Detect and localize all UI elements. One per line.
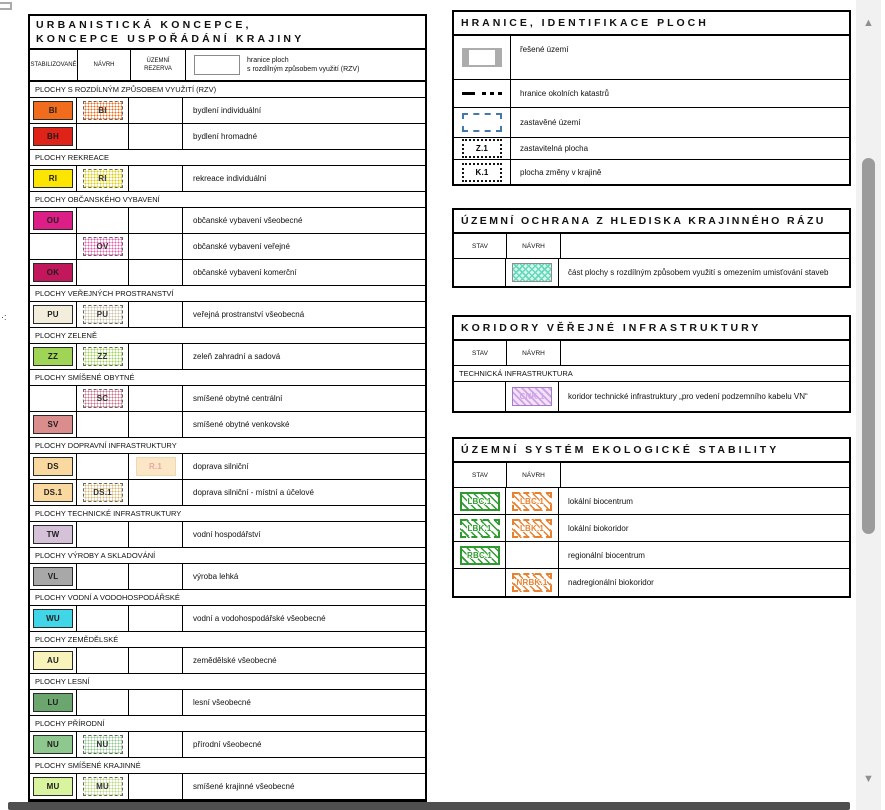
column-header-stav: STAV — [454, 463, 507, 487]
stav-cell — [454, 488, 506, 514]
row-label: přírodní všeobecné — [193, 740, 262, 750]
navrh-cell — [77, 522, 129, 547]
legend-row — [454, 80, 849, 108]
navrh-cell — [77, 208, 129, 233]
rezerva-cell — [129, 774, 183, 799]
urbanisticka-koncepce-legend — [28, 14, 427, 802]
edge-mark: ·: — [1, 312, 7, 322]
section-label: PLOCHY REKREACE — [35, 153, 110, 163]
legend-row — [30, 774, 425, 800]
row-label: lokální biocentrum — [568, 496, 633, 506]
legend-row — [30, 480, 425, 506]
stabilizovane-cell — [30, 454, 77, 479]
row-label: smíšené obytné centrální — [193, 394, 283, 404]
navrh-cell — [77, 412, 129, 437]
hranice-box-title: HRANICE, IDENTIFIKACE PLOCH — [454, 12, 849, 36]
symbol-cell — [454, 80, 511, 107]
row-label: řešené území — [520, 45, 569, 54]
navrh-cell — [77, 648, 129, 673]
stabilizovane-swatch: SV — [33, 415, 73, 434]
row-label: zastavěné území — [520, 118, 581, 127]
section-label: PLOCHY ZELENĚ — [35, 331, 97, 341]
navrh-cell — [77, 386, 129, 411]
legend-symbol — [462, 48, 502, 67]
uses-box-header — [454, 463, 849, 488]
stabilizovane-swatch: OU — [33, 211, 73, 230]
row-label: bydlení individuální — [193, 106, 262, 116]
left-panel-title-line1: URBANISTICKÁ KONCEPCE, — [36, 19, 252, 31]
stav-swatch: RBC.1 — [460, 546, 500, 565]
stav-cell — [454, 515, 506, 541]
row-label: zastavitelná plocha — [520, 144, 589, 153]
stabilizovane-cell — [30, 774, 77, 799]
navrh-cell — [506, 382, 559, 411]
rzv-boundary-note: hranice ploch s rozdílným způsobem využití (RZV) — [186, 50, 425, 80]
rezerva-cell — [129, 302, 183, 327]
rezerva-cell — [129, 522, 183, 547]
stav-cell — [454, 259, 506, 286]
row-label: občanské vybavení veřejné — [193, 242, 290, 252]
left-panel-title-line2: KONCEPCE USPOŘÁDÁNÍ KRAJINY — [36, 32, 305, 45]
stabilizovane-cell — [30, 522, 77, 547]
navrh-cell — [77, 344, 129, 369]
rezerva-cell — [129, 412, 183, 437]
navrh-swatch: DS.1 — [83, 483, 123, 502]
stabilizovane-cell — [30, 302, 77, 327]
legend-row — [454, 160, 849, 184]
legend-row — [30, 344, 425, 370]
legend-row — [30, 412, 425, 438]
navrh-cell — [77, 124, 129, 149]
rezerva-cell — [129, 124, 183, 149]
section-label: PLOCHY VODNÍ A VODOHOSPODÁŘSKÉ — [35, 593, 180, 603]
navrh-swatch: LBC.1 — [512, 492, 552, 511]
stabilizovane-swatch: AU — [33, 651, 73, 670]
legend-row — [30, 260, 425, 286]
navrh-swatch: MU — [83, 777, 123, 796]
row-label: bydlení hromadné — [193, 132, 258, 142]
hranice-box-rows — [454, 36, 849, 184]
legend-row — [454, 36, 849, 80]
section-label: PLOCHY S ROZDÍLNÝM ZPŮSOBEM VYUŽITÍ (RZV) — [35, 85, 217, 95]
row-label: lokální biokoridor — [568, 523, 629, 533]
stabilizovane-swatch: BH — [33, 127, 73, 146]
legend-row — [30, 438, 425, 454]
row-label: rekreace individuální — [193, 174, 267, 184]
navrh-swatch: BI — [83, 101, 123, 120]
navrh-cell — [77, 732, 129, 757]
column-header-navrh: NÁVRH — [507, 463, 561, 487]
rezerva-cell — [129, 386, 183, 411]
navrh-swatch — [512, 263, 552, 282]
legend-row — [30, 98, 425, 124]
scroll-down-icon[interactable]: ▼ — [863, 772, 874, 785]
navrh-cell — [77, 166, 129, 191]
section-label: PLOCHY VEŘEJNÝCH PROSTRANSTVÍ — [35, 289, 174, 299]
stabilizovane-cell — [30, 260, 77, 285]
legend-row — [30, 208, 425, 234]
legend-row — [30, 150, 425, 166]
legend-row — [454, 108, 849, 138]
row-label: vodní hospodářství — [193, 530, 261, 540]
legend-row — [454, 542, 849, 569]
symbol-cell — [454, 108, 511, 137]
navrh-cell — [77, 690, 129, 715]
navrh-swatch: ZZ — [83, 347, 123, 366]
row-label: lesní všeobecné — [193, 698, 251, 708]
left-table-header — [30, 50, 425, 82]
section-label: PLOCHY DOPRAVNÍ INFRASTRUKTURY — [35, 441, 177, 451]
navrh-cell — [77, 606, 129, 631]
row-label: nadregionální biokoridor — [568, 578, 654, 587]
stabilizovane-cell — [30, 412, 77, 437]
stabilizovane-cell — [30, 732, 77, 757]
row-label: zeleň zahradní a sadová — [193, 352, 281, 362]
stabilizovane-swatch: TW — [33, 525, 73, 544]
koridory-box-rows — [454, 366, 849, 411]
vertical-scrollbar[interactable] — [856, 0, 881, 810]
legend-row — [454, 488, 849, 515]
legend-row — [30, 690, 425, 716]
scroll-up-icon[interactable]: ▲ — [863, 16, 874, 29]
stav-cell — [454, 569, 506, 596]
koridory-box-header — [454, 341, 849, 366]
hranice-identifikace-box — [452, 10, 851, 186]
row-label: regionální biocentrum — [568, 550, 645, 560]
section-label: PLOCHY ZEMĚDĚLSKÉ — [35, 635, 119, 645]
rezerva-cell — [129, 98, 183, 123]
navrh-cell — [506, 569, 559, 596]
navrh-cell — [77, 260, 129, 285]
stabilizovane-cell — [30, 480, 77, 505]
stabilizovane-swatch: NU — [33, 735, 73, 754]
legend-row — [30, 302, 425, 328]
row-label: doprava silniční - místní a účelové — [193, 488, 314, 498]
section-label: PLOCHY PŘÍRODNÍ — [35, 719, 105, 729]
navrh-cell — [506, 542, 559, 568]
legend-row — [454, 259, 849, 286]
column-header-navrh: NÁVRH — [78, 50, 131, 80]
navrh-swatch: SC — [83, 389, 123, 408]
rezerva-cell — [129, 166, 183, 191]
navrh-cell — [506, 515, 559, 541]
navrh-swatch: CNK.1 — [512, 387, 552, 406]
corner-artifact — [0, 2, 12, 10]
row-label: vodní a vodohospodářské všeobecné — [193, 614, 326, 624]
stabilizovane-cell — [30, 124, 77, 149]
legend-row — [454, 366, 849, 382]
stabilizovane-cell — [30, 386, 77, 411]
navrh-cell — [77, 234, 129, 259]
legend-row — [454, 382, 849, 411]
legend-row — [30, 648, 425, 674]
rezerva-cell — [129, 732, 183, 757]
stabilizovane-swatch: MU — [33, 777, 73, 796]
rezerva-cell — [129, 234, 183, 259]
rezerva-cell — [129, 208, 183, 233]
legend-row — [30, 758, 425, 774]
stabilizovane-swatch: OK — [33, 263, 73, 282]
legend-row — [30, 606, 425, 632]
legend-row — [30, 548, 425, 564]
navrh-cell — [77, 98, 129, 123]
rezerva-cell — [129, 606, 183, 631]
row-label: zemědělské všeobecné — [193, 656, 277, 666]
section-label: PLOCHY SMÍŠENÉ OBYTNÉ — [35, 373, 135, 383]
horizontal-scrollbar-thumb[interactable] — [8, 802, 850, 810]
ochrana-box-title: ÚZEMNÍ OCHRANA Z HLEDISKA KRAJINNÉHO RÁZU — [454, 210, 849, 234]
legend-row — [30, 370, 425, 386]
rezerva-cell — [129, 564, 183, 589]
legend-row — [30, 192, 425, 208]
legend-row — [454, 515, 849, 542]
row-label: smíšené krajinné všeobecné — [193, 782, 295, 792]
stabilizovane-swatch: LU — [33, 693, 73, 712]
legend-row — [30, 590, 425, 606]
stabilizovane-cell — [30, 98, 77, 123]
stav-cell — [454, 382, 506, 411]
legend-row — [30, 286, 425, 302]
section-label: PLOCHY TECHNICKÉ INFRASTRUKTURY — [35, 509, 182, 519]
legend-row — [30, 522, 425, 548]
legend-row — [30, 632, 425, 648]
legend-symbol — [462, 84, 502, 103]
column-header-navrh: NÁVRH — [507, 341, 561, 365]
left-panel-title — [30, 16, 425, 50]
uses-box-rows — [454, 488, 849, 596]
stav-swatch: LBK.1 — [460, 519, 500, 538]
ochrana-box-header — [454, 234, 849, 259]
symbol-cell — [454, 36, 511, 79]
stabilizovane-cell — [30, 606, 77, 631]
row-label: koridor technické infrastruktury „pro vedení podzemního kabelu VN“ — [568, 392, 808, 401]
row-label: doprava silniční — [193, 462, 249, 472]
legend-row — [30, 716, 425, 732]
legend-row — [30, 124, 425, 150]
ochrana-box-rows — [454, 259, 849, 286]
legend-row — [30, 234, 425, 260]
subsection-label: TECHNICKÁ INFRASTRUKTURA — [459, 369, 573, 378]
left-table-rows — [30, 82, 425, 800]
stabilizovane-swatch: BI — [33, 101, 73, 120]
rezerva-cell — [129, 480, 183, 505]
uzemni-ochrana-box — [452, 208, 851, 288]
legend-row — [454, 569, 849, 596]
navrh-cell — [77, 564, 129, 589]
scrollbar-thumb[interactable] — [862, 158, 875, 534]
legend-row — [30, 674, 425, 690]
navrh-cell — [77, 302, 129, 327]
row-label: smíšené obytné venkovské — [193, 420, 290, 430]
section-label: PLOCHY VÝROBY A SKLADOVÁNÍ — [35, 551, 156, 561]
legend-symbol — [462, 113, 502, 132]
uses-box — [452, 437, 851, 598]
stabilizovane-swatch: DS — [33, 457, 73, 476]
legend-row — [30, 454, 425, 480]
legend-row — [30, 564, 425, 590]
legend-row — [30, 386, 425, 412]
legend-row — [30, 506, 425, 522]
legend-row — [30, 82, 425, 98]
stabilizovane-cell — [30, 648, 77, 673]
column-header-uzemni-rezerva: ÚZEMNÍ REZERVA — [131, 50, 186, 80]
section-label: PLOCHY OBČANSKÉHO VYBAVENÍ — [35, 195, 160, 205]
column-header-stav: STAV — [454, 234, 507, 258]
navrh-swatch: RI — [83, 169, 123, 188]
stabilizovane-cell — [30, 344, 77, 369]
koridory-box — [452, 315, 851, 413]
stabilizovane-swatch: WU — [33, 609, 73, 628]
legend-row — [30, 328, 425, 344]
navrh-cell — [506, 488, 559, 514]
navrh-swatch: LBK.1 — [512, 519, 552, 538]
row-label: občanské vybavení komerční — [193, 268, 297, 278]
stabilizovane-swatch: DS.1 — [33, 483, 73, 502]
uses-box-title: ÚZEMNÍ SYSTÉM EKOLOGICKÉ STABILITY — [454, 439, 849, 463]
symbol-cell — [454, 138, 511, 159]
stabilizovane-cell — [30, 564, 77, 589]
stabilizovane-swatch: ZZ — [33, 347, 73, 366]
column-header-stav: STAV — [454, 341, 507, 365]
legend-symbol: K.1 — [462, 163, 502, 182]
stabilizovane-cell — [30, 166, 77, 191]
rezerva-swatch: R.1 — [136, 457, 176, 476]
stabilizovane-swatch: VL — [33, 567, 73, 586]
navrh-cell — [77, 454, 129, 479]
row-label: část plochy s rozdílným způsobem využití s omezením umisťování staveb — [568, 268, 829, 277]
section-label: PLOCHY SMÍŠENÉ KRAJINNÉ — [35, 761, 141, 771]
row-label: hranice okolních katastrů — [520, 89, 609, 98]
legend-row — [454, 138, 849, 160]
navrh-swatch: OV — [83, 237, 123, 256]
row-label: výroba lehká — [193, 572, 239, 582]
stav-cell — [454, 542, 506, 568]
stabilizovane-swatch: PU — [33, 305, 73, 324]
legend-symbol: Z.1 — [462, 139, 502, 158]
koridory-box-title: KORIDORY VĚŘEJNÉ INFRASTRUKTURY — [454, 317, 849, 341]
stabilizovane-swatch: RI — [33, 169, 73, 188]
row-label: veřejná prostranství všeobecná — [193, 310, 305, 320]
legend-row — [30, 166, 425, 192]
navrh-swatch: PU — [83, 305, 123, 324]
navrh-swatch: NU — [83, 735, 123, 754]
column-header-navrh: NÁVRH — [507, 234, 561, 258]
legend-row — [30, 732, 425, 758]
symbol-cell — [454, 160, 511, 184]
navrh-cell — [77, 774, 129, 799]
navrh-cell — [77, 480, 129, 505]
rezerva-cell — [129, 690, 183, 715]
row-label: plocha změny v krajině — [520, 167, 602, 177]
navrh-cell — [506, 259, 559, 286]
column-header-stabilizovane: STABILIZOVANÉ — [30, 50, 78, 80]
stabilizovane-cell — [30, 690, 77, 715]
stabilizovane-cell — [30, 234, 77, 259]
stav-swatch: LBC.1 — [460, 492, 500, 511]
rezerva-cell — [129, 344, 183, 369]
rezerva-cell — [129, 260, 183, 285]
rezerva-cell — [129, 648, 183, 673]
section-label: PLOCHY LESNÍ — [35, 677, 90, 687]
row-label: občanské vybavení všeobecné — [193, 216, 303, 226]
rezerva-cell — [129, 454, 183, 479]
navrh-swatch: NRBK.1 — [512, 573, 552, 592]
stabilizovane-cell — [30, 208, 77, 233]
rzv-boundary-swatch — [194, 55, 240, 75]
